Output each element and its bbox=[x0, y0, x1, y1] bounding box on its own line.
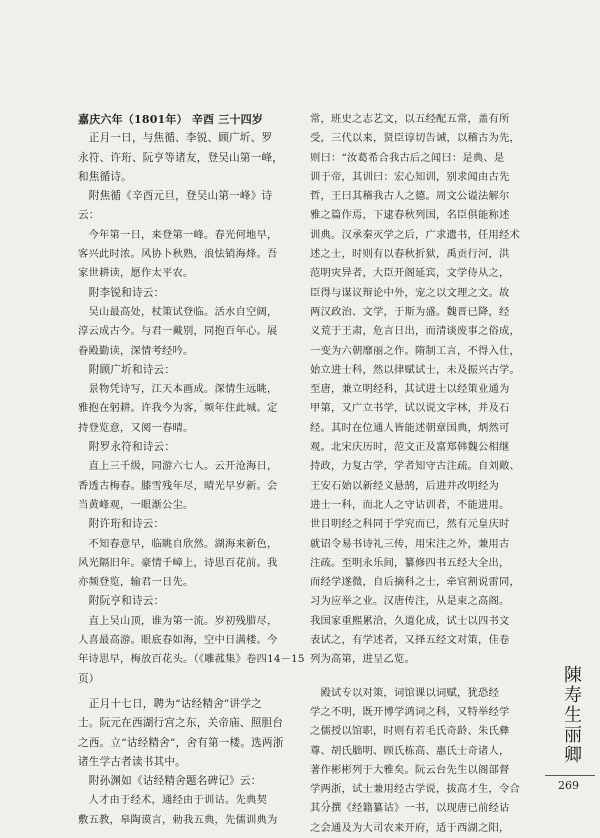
seal-character: 陳 bbox=[564, 665, 582, 686]
text-line: 附罗永符和诗云： bbox=[78, 441, 176, 454]
text-line: 附顾广圻和诗云： bbox=[78, 363, 176, 376]
text-line: 学之不明，既开博学鸿词之科，又特举经学 bbox=[310, 705, 510, 718]
text-line: 王安石始以新经义悬鹄，后进并改明经为 bbox=[310, 479, 499, 492]
text-line: 进士一科，而北人之守诂训者，不能进用。 bbox=[310, 498, 510, 511]
right-text-column bbox=[310, 110, 535, 838]
text-line: 列为高第，进呈乙览。 bbox=[310, 653, 415, 666]
text-line: 吴山最高处，杖策试登临。活水自空阔， bbox=[78, 305, 278, 318]
text-line: 附李锐和诗云： bbox=[78, 286, 165, 299]
text-line: 哲，王曰其稽我古人之德。周文公谥法解尔 bbox=[310, 190, 510, 203]
text-line: 诸生学古者读书其中。 bbox=[78, 755, 186, 768]
page-number: 269 bbox=[558, 779, 579, 792]
text-line: 附焦循《辛酉元旦，登吴山第一峰》诗 bbox=[78, 190, 273, 203]
text-line: 殿试专以对策，词馆课以词赋，犹恐经 bbox=[310, 686, 499, 699]
text-line: 一变为六朝靡丽之作。隋制工言，不得入仕， bbox=[310, 344, 520, 357]
text-line: 永符、许珩、阮亨等诸友，登吴山第一峰， bbox=[78, 151, 284, 164]
text-line: 持政，力复古学，学者知守古注疏。自刘敞、 bbox=[310, 460, 520, 473]
page-number-rule bbox=[545, 775, 595, 776]
text-line: 雅抱在躬耕。许我今为客，频年住此城。定 bbox=[78, 402, 278, 415]
seal-character: 卿 bbox=[564, 745, 582, 766]
text-line: 臣得与谋议辩论中外，宠之以文理之文。故 bbox=[310, 286, 510, 299]
text-line: 亦频登览，输君一日先。 bbox=[78, 576, 194, 589]
text-line: 云： bbox=[78, 209, 100, 222]
text-line: 人喜最高游。眼底春如海，空中日满楼。今 bbox=[78, 634, 278, 647]
paper-speck bbox=[200, 400, 202, 402]
text-line: 常，班史之志艺文，以五经配五常，盖有所 bbox=[310, 113, 510, 125]
text-line: 今年第一日，来登第一峰。春光何地早， bbox=[78, 228, 278, 241]
text-line: 附阮亨和诗云： bbox=[78, 595, 165, 608]
seal-character: 寿 bbox=[564, 685, 582, 706]
text-line: 持登览意，又阅一春晴。 bbox=[78, 421, 194, 434]
text-line: 不知春意早，临眺自欣然。湖海来新色， bbox=[78, 537, 278, 550]
text-line: 之会通及为大司农来开府，适于西湖之阳， bbox=[310, 821, 510, 834]
paper-speck bbox=[326, 800, 328, 802]
text-line: 经。其时在位通人皆能述朝章国典，炳然可 bbox=[310, 421, 510, 434]
text-line: 正月一日，与焦循、李锐、顾广圻、罗 bbox=[78, 132, 273, 145]
text-line: 尊、胡氏胐明、顾氏栋高、惠氏士奇诸人， bbox=[310, 744, 510, 757]
text-line: 范明灾异者，大臣开阁延宾，文学侍从之， bbox=[310, 267, 510, 280]
text-line: 直上吴山顶，谁为第一流。岁初残腊尽， bbox=[78, 614, 278, 627]
text-line: 甲第，又广立书学，试以说文字林，并及石 bbox=[310, 402, 510, 415]
text-line: 著作彬彬列于大雅矣。阮云台先生以阁部督 bbox=[310, 763, 510, 776]
text-line: 受，三代以来，贤臣谆切告诫，以稽古为先， bbox=[310, 132, 520, 145]
text-line: 附许珩和诗云： bbox=[78, 518, 165, 531]
text-line: 观。北宋庆历时，范文正及富郑韩魏公相继 bbox=[310, 441, 510, 454]
text-line: 就诏令易书诗礼三传，用宋注之外，兼用古 bbox=[310, 537, 510, 550]
vertical-calligraphy-seal bbox=[549, 666, 597, 768]
text-line: 之儒授以馆职，时则有若毛氏奇龄、朱氏彝 bbox=[310, 725, 510, 738]
text-line: 两汉政治、文学，于斯为盛。魏晋已降，经 bbox=[310, 305, 510, 318]
text-line: 则曰：“汝葛希合我古后之闻曰：是典、是 bbox=[310, 151, 505, 164]
text-line: 风光隔旧年。豪情千嶂上，诗思百花前。我 bbox=[78, 556, 278, 569]
text-line: 其分撰《经籍纂诂》一书，以现唐已前经诂 bbox=[310, 802, 510, 815]
text-line bbox=[310, 670, 535, 684]
text-line: 附孙渊如《诂经精舍题名碑记》云： bbox=[78, 775, 262, 788]
text-line: 述之士，时则有以春秋折狱，禹贡行河，洪 bbox=[310, 248, 510, 261]
text-line: 年诗思早，梅放百花头。（《雕菰集》卷四14－15 bbox=[78, 653, 305, 666]
year-heading: 嘉庆六年（1801年） 辛酉 三十四岁 bbox=[78, 113, 264, 126]
text-line: 人才由于经术，通经由于训诂。先典契 bbox=[78, 794, 267, 807]
text-line: 直上三千级，同游六七人。云开沧海日， bbox=[78, 460, 278, 473]
text-line: 训于帝，其训曰：宏心知训，别求闻由古先 bbox=[310, 170, 510, 183]
text-line: 注疏。至明永乐间，纂修四书五经大全出， bbox=[310, 556, 510, 569]
text-line: 当黄峰观，一眼渐公尘。 bbox=[78, 498, 194, 511]
seal-character: 生 bbox=[564, 705, 582, 726]
text-line: 敷五教，皋陶谟言，勅我五典，先儒训典为 bbox=[78, 813, 278, 826]
text-line: 始立进士科，然以律赋试士，未及振兴古学。 bbox=[310, 363, 520, 376]
text-line: 正月十七日，聘为“诂经精舍”讲学之 bbox=[78, 697, 262, 710]
text-line: 之西。立“诂经精舍”，舍有第一楼。选两浙 bbox=[78, 736, 284, 749]
text-line: 学两浙，试士兼用经古学说，拔高才生，令合 bbox=[310, 783, 520, 796]
text-line: 表试之，有学述者，又择五经文对策，佳卷 bbox=[310, 634, 510, 647]
left-text-column bbox=[78, 110, 305, 830]
text-line: 世目明经之科同于学究而已，然有元皇庆时 bbox=[310, 518, 510, 531]
text-line: 和焦循诗。 bbox=[78, 170, 132, 183]
text-line: 眷殿勤读，深情考经吟。 bbox=[78, 344, 194, 357]
paper-speck bbox=[475, 640, 477, 642]
seal-character: 丽 bbox=[564, 725, 582, 746]
text-line: 淳云成古今。与君一戴别，同抱百年心。展 bbox=[78, 325, 278, 338]
text-line: 客兴此时浓。风协卜秋熟，浪怯销海烽。吾 bbox=[78, 248, 278, 261]
text-line: 士。阮元在西湖行宫之东，关帝庙、照胆台 bbox=[78, 717, 284, 730]
text-line: 景物凭诗写，江天本画成。深情生远眺， bbox=[78, 383, 278, 396]
text-line: 家世耕读，愿作太平农。 bbox=[78, 267, 194, 280]
text-line: 至唐，兼立明经科，其试进士以经策业通为 bbox=[310, 383, 510, 396]
text-line: 习为应举之业。汉唐传注，从是束之高阁。 bbox=[310, 595, 510, 608]
text-line: 香透古梅春。膝雪残年尽，晴光早岁新。会 bbox=[78, 479, 278, 492]
text-line: 雅之篇作焉，下逮春秋列国，名臣俱能称述 bbox=[310, 209, 510, 222]
text-line: 训典。汉承秦灭学之后，广求遗书，任用经术 bbox=[310, 228, 520, 241]
text-line: 我国家重熙累洽，久道化成，试士以四书文 bbox=[310, 614, 510, 627]
text-line: 页） bbox=[78, 672, 100, 685]
text-line: 义荒于王肃，危言日出，而清谈废事之俗成， bbox=[310, 325, 520, 338]
text-line: 而经学遂微，自后摘科之士，牵官割说雷同， bbox=[310, 576, 520, 589]
